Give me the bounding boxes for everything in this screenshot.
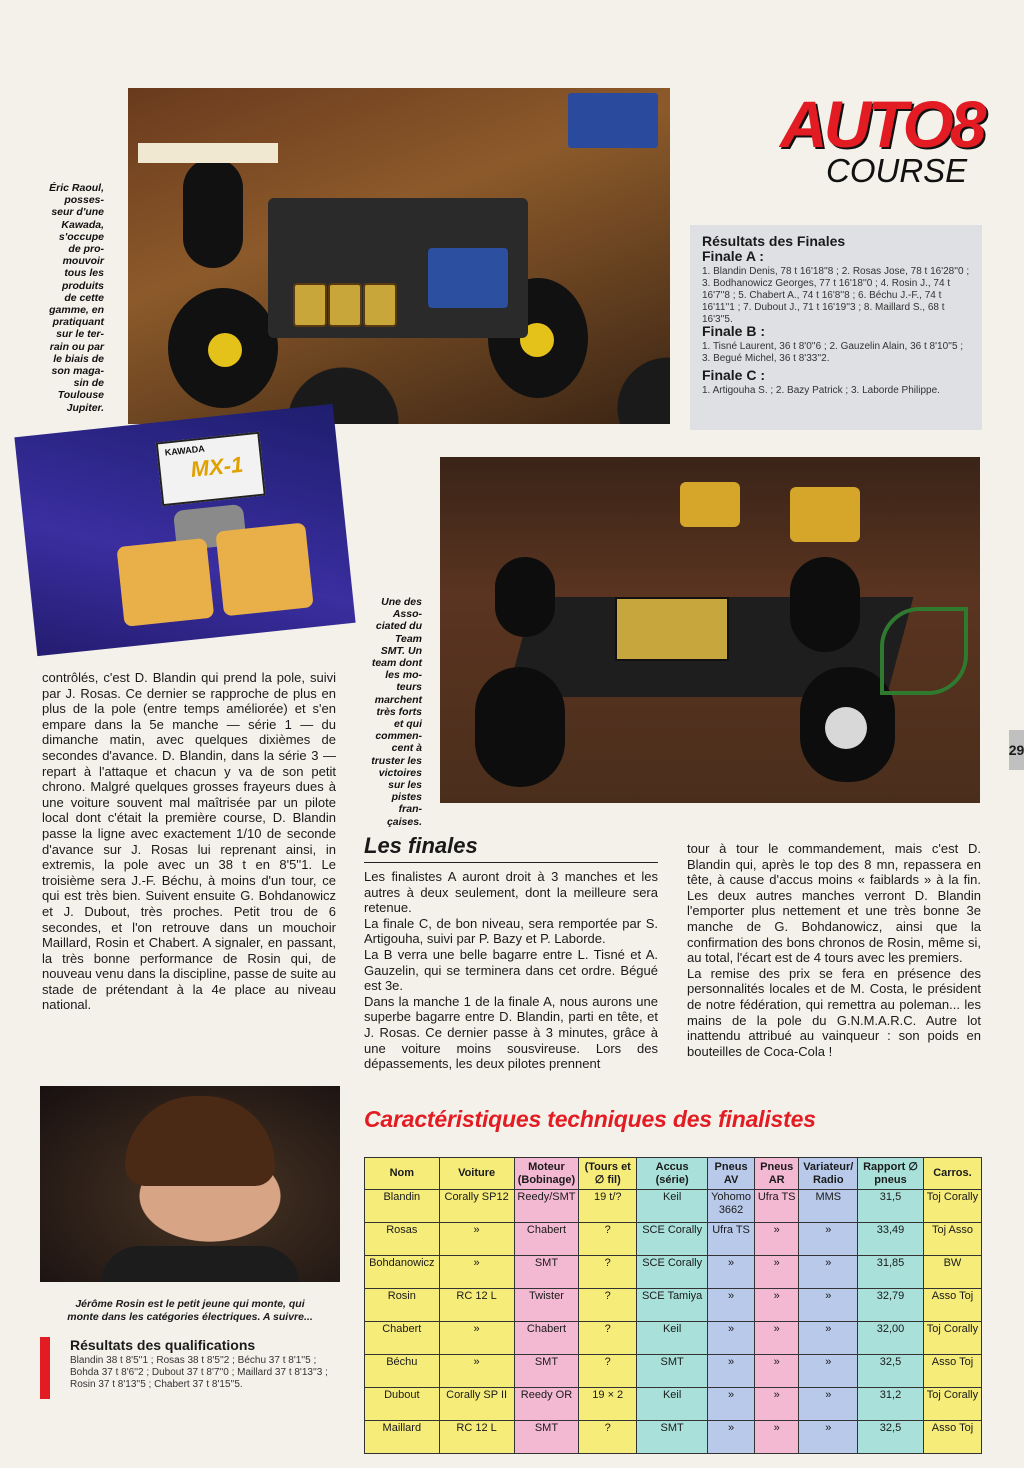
table-cell: » xyxy=(439,1223,514,1256)
table-cell: ? xyxy=(579,1256,637,1289)
battery-cell xyxy=(328,283,362,327)
table-cell: Toj Corally xyxy=(923,1388,981,1421)
article-paragraph: Dans la manche 1 de la finale A, nous aurons une superbe bagarre entre D. Blandin, parti en tête, et J. Rosas. Ce dernier passe à 3 minutes, grâce à une voiture moins sousvireuse. Lors des dépassements, les deux pilotes prennent xyxy=(364,993,658,1072)
caption-line: ciated du xyxy=(375,620,422,633)
table-cell: » xyxy=(754,1388,799,1421)
battery-cell xyxy=(293,283,327,327)
table-row xyxy=(365,1421,982,1454)
table-cell: » xyxy=(799,1289,858,1322)
finale-b-title: Finale B : xyxy=(702,323,766,339)
car-wheel xyxy=(790,557,860,652)
battery-pack xyxy=(215,522,313,616)
portrait-hair xyxy=(125,1096,275,1186)
battery-cell xyxy=(363,283,397,327)
table-row xyxy=(365,1223,982,1256)
caption-line: de cette xyxy=(64,291,104,304)
caption-line: son maga- xyxy=(51,365,104,378)
speed-controller xyxy=(428,248,508,308)
caption-associated xyxy=(340,596,422,828)
table-cell: Asso Toj xyxy=(923,1355,981,1388)
caption-line: le biais de xyxy=(53,352,104,365)
article-column-1 xyxy=(42,670,336,1013)
table-row xyxy=(365,1256,982,1289)
table-cell: 32,5 xyxy=(858,1355,924,1388)
table-cell: Chabert xyxy=(514,1223,579,1256)
caption-line: Toulouse xyxy=(57,389,104,402)
wheel-hub xyxy=(208,333,242,367)
table-cell: Asso Toj xyxy=(923,1421,981,1454)
caption-line: s'occupe xyxy=(58,230,104,243)
table-cell: » xyxy=(708,1289,755,1322)
box-brand: KAWADA xyxy=(164,443,206,458)
table-cell: RC 12 L xyxy=(439,1421,514,1454)
article-column-3 xyxy=(687,841,981,1059)
table-row xyxy=(365,1322,982,1355)
table-cell: » xyxy=(708,1355,755,1388)
table-cell: » xyxy=(799,1256,858,1289)
qualifications-text: Blandin 38 t 8'5''1 ; Rosas 38 t 8'5''2 ; Béchu 37 t 8'1''5 ; Bohda 37 t 8'6''2 ; Dubout 37 t 8'7''0 ; Maillard 37 t 8'13''3 ; Rosin 37 t 8'13''5 ; Chabert 37 t 8'15''5. xyxy=(70,1355,328,1390)
table-cell: 31,85 xyxy=(858,1256,924,1289)
table-cell: » xyxy=(799,1322,858,1355)
photo-jerome-rosin xyxy=(40,1086,340,1282)
pliers xyxy=(880,607,968,695)
table-cell: » xyxy=(708,1256,755,1289)
table-cell: » xyxy=(754,1223,799,1256)
qualifications-title: Résultats des qualifications xyxy=(70,1337,256,1353)
caption-line: commen- xyxy=(375,730,422,743)
article-paragraph: La finale C, de bon niveau, sera remportée par S. Artigouha, suivi par P. Bazy et P. Laborde. xyxy=(364,915,658,947)
table-cell: SMT xyxy=(514,1355,579,1388)
table-cell: Dubout xyxy=(365,1388,440,1421)
caption-line: tous les xyxy=(64,267,104,280)
logo-auto8: AUTO8 xyxy=(780,87,983,161)
table-cell: » xyxy=(799,1388,858,1421)
article-paragraph: La remise des prix se fera en présence des personnalités locales et de M. Costa, le président de notre fédération, qui remettra au poleman... les mains de la pole du G.N.M.A.R.C. Autre lot inattendu attribué au vainqueur : son poids en bouteilles de Coca-Cola ! xyxy=(687,965,981,1059)
table-cell: » xyxy=(708,1388,755,1421)
table-cell: Keil xyxy=(637,1388,708,1421)
table-cell: » xyxy=(799,1355,858,1388)
table-cell: Keil xyxy=(637,1190,708,1223)
table-cell: » xyxy=(708,1421,755,1454)
table-cell: » xyxy=(754,1256,799,1289)
column-header: Nom xyxy=(365,1158,440,1190)
column-header: Voiture xyxy=(439,1158,514,1190)
table-cell: Corally SP12 xyxy=(439,1190,514,1223)
photo-mx1-motor xyxy=(14,401,355,656)
caption-line: et qui xyxy=(394,718,422,731)
table-cell: Blandin xyxy=(365,1190,440,1223)
auto8-course-logo xyxy=(780,86,995,196)
car-wheel xyxy=(475,667,565,787)
table-row xyxy=(365,1289,982,1322)
car-wheel xyxy=(183,158,243,268)
column-header: Accus (série) xyxy=(637,1158,708,1190)
tech-specs-table xyxy=(364,1157,982,1454)
table-cell: » xyxy=(708,1322,755,1355)
table-row xyxy=(365,1190,982,1223)
table-cell: Rosin xyxy=(365,1289,440,1322)
column-header: (Tours et ∅ fil) xyxy=(579,1158,637,1190)
results-finals-title: Résultats des Finales xyxy=(702,233,846,249)
column-header: Variateur/ Radio xyxy=(799,1158,858,1190)
finale-a-title: Finale A : xyxy=(702,248,764,264)
table-cell: ? xyxy=(579,1421,637,1454)
table-cell: » xyxy=(754,1322,799,1355)
table-cell: 31,2 xyxy=(858,1388,924,1421)
table-cell: Toj Asso xyxy=(923,1223,981,1256)
caption-line: fran- xyxy=(398,803,422,816)
column-header: Carros. xyxy=(923,1158,981,1190)
column-header: Moteur (Bobinage) xyxy=(514,1158,579,1190)
charger-box xyxy=(568,93,658,148)
table-cell: Keil xyxy=(637,1322,708,1355)
caption-line: Kawada, xyxy=(61,218,104,231)
table-cell: Asso Toj xyxy=(923,1289,981,1322)
table-cell: Toj Corally xyxy=(923,1322,981,1355)
table-cell: » xyxy=(439,1322,514,1355)
caption-line: sur le ter- xyxy=(56,328,104,341)
table-cell: MMS xyxy=(799,1190,858,1223)
table-cell: RC 12 L xyxy=(439,1289,514,1322)
caption-line: team dont xyxy=(371,657,422,670)
table-cell: ? xyxy=(579,1355,637,1388)
caption-line: pistes xyxy=(391,791,422,804)
table-cell: 31,5 xyxy=(858,1190,924,1223)
table-cell: » xyxy=(799,1421,858,1454)
results-finals-box xyxy=(690,225,982,430)
page-number: 29 xyxy=(1009,730,1024,770)
table-cell: 32,79 xyxy=(858,1289,924,1322)
table-cell: Toj Corally xyxy=(923,1190,981,1223)
finale-b-results: 1. Tisné Laurent, 36 t 8'0''6 ; 2. Gauzelin Alain, 36 t 8'10''5 ; 3. Begué Michel, 36 t 8'33''2. xyxy=(702,341,964,364)
finale-c-title: Finale C : xyxy=(702,367,766,383)
table-cell: Corally SP II xyxy=(439,1388,514,1421)
photo-kawada-car xyxy=(128,88,670,424)
wheel-hub xyxy=(825,707,867,749)
table-cell: Bohdanowicz xyxy=(365,1256,440,1289)
table-cell: » xyxy=(754,1355,799,1388)
table-cell: Reedy/SMT xyxy=(514,1190,579,1223)
table-cell: » xyxy=(799,1223,858,1256)
caption-line: truster les xyxy=(371,754,422,767)
section-title-finales: Les finales xyxy=(364,833,658,863)
column-header: Pneus AR xyxy=(754,1158,799,1190)
caption-line: çaises. xyxy=(386,815,422,828)
caption-line: mouvoir xyxy=(62,255,104,268)
table-cell: BW xyxy=(923,1256,981,1289)
table-cell: Twister xyxy=(514,1289,579,1322)
caption-eric-raoul xyxy=(28,182,104,414)
finale-c-results: 1. Artigouha S. ; 2. Bazy Patrick ; 3. Laborde Philippe. xyxy=(702,385,940,396)
caption-line: Team xyxy=(394,632,422,645)
article-paragraph: contrôlés, c'est D. Blandin qui prend la pole, suivi par J. Rosas. Ce dernier se rapproche de plus en plus de la pole (entre temps améliorée) et s'en empare dans la 5e manche — série 1 — du dimanche matin, avec quelques dixièmes de secondes d'avance. D. Blandin, dans la série 3 — repart à l'attaque et chacun y va de son petit chrono. Malgré quelques grosses frayeurs dues à une voiture souvent mal maîtrisée par un pilote local dont c'était la première course, D. Blandin passe la ligne avec exactement 1/10 de seconde d'avance sur J. Rosas lui reprenant ainsi, in extremis, la pole avec un 38 t en 8'5''1. Le troisième sera J.-F. Béchu, à moins d'un tour, ce qui est très bien. Suivent ensuite G. Bohdanowicz et J. Dubout, très proches. Petit trou de 6 secondes, et l'on retrouve dans un mouchoir Maillard, Rosin et Chabert. A signaler, en passant, la très bonne performance de Rosin qui, de nouveau venu dans la discipline, passe de suite au stade de prétendant à la 4e place au niveau national. xyxy=(42,670,336,1013)
table-cell: » xyxy=(754,1289,799,1322)
table-row xyxy=(365,1355,982,1388)
table-cell: SCE Corally xyxy=(637,1223,708,1256)
article-paragraph: Les finalistes A auront droit à 3 manches et les autres à deux seulement, dont la meilleure sera retenue. xyxy=(364,869,658,916)
caption-line: pratiquant xyxy=(52,316,104,329)
table-cell: SMT xyxy=(637,1421,708,1454)
table-cell: Maillard xyxy=(365,1421,440,1454)
table-cell: 32,5 xyxy=(858,1421,924,1454)
car-plate xyxy=(615,597,729,661)
table-cell: » xyxy=(439,1256,514,1289)
caption-line: cent à xyxy=(391,742,422,755)
accent-bar xyxy=(40,1337,50,1399)
article-paragraph: tour à tour le commandement, mais c'est D. Blandin qui, après le top des 8 mn, repassera en tête, à cause d'accus moins « faiblards » à la fin. Les deux autres manches verront D. Blandin l'emporter plus nettement et une très bonne 3e manche de G. Bohdanowicz, ainsi que la confirmation des bons chronos de Rosin, même si, au total, l'écart est de 4 tours avec les premiers. xyxy=(687,841,981,966)
table-cell: SCE Tamiya xyxy=(637,1289,708,1322)
photo-associated-car xyxy=(440,457,980,803)
shelf-label xyxy=(138,143,278,163)
table-cell: Chabert xyxy=(514,1322,579,1355)
caption-line: marchent xyxy=(374,693,422,706)
table-cell: ? xyxy=(579,1289,637,1322)
caption-line: très forts xyxy=(376,705,422,718)
battery-cell xyxy=(790,487,860,542)
table-cell: Reedy OR xyxy=(514,1388,579,1421)
logo-course: COURSE xyxy=(826,152,968,189)
table-header-row xyxy=(365,1158,982,1190)
table-cell: SMT xyxy=(637,1355,708,1388)
caption-line: Éric Raoul, xyxy=(49,182,104,194)
table-cell: SMT xyxy=(514,1421,579,1454)
caption-line: rain ou par xyxy=(49,340,104,353)
table-cell: » xyxy=(754,1421,799,1454)
caption-line: produits xyxy=(62,279,104,292)
article-column-2 xyxy=(364,869,658,1072)
table-cell: Chabert xyxy=(365,1322,440,1355)
caption-line: teurs xyxy=(396,681,422,694)
table-cell: Rosas xyxy=(365,1223,440,1256)
caption-jerome-rosin xyxy=(40,1298,340,1323)
caption-line: SMT. Un xyxy=(380,644,422,657)
table-cell: Ufra TS xyxy=(754,1190,799,1223)
article-paragraph: La B verra une belle bagarre entre L. Tisné et A. Gauzelin, qui se terminera dans cet ordre. Bégué est 3e. xyxy=(364,946,658,994)
caption-line: Asso- xyxy=(392,608,422,621)
caption-line: posses- xyxy=(64,194,104,207)
battery-pack xyxy=(116,538,214,627)
table-cell: SCE Corally xyxy=(637,1256,708,1289)
table-cell: 33,49 xyxy=(858,1223,924,1256)
tech-specs-title: Caractéristiques techniques des finalistes xyxy=(364,1106,816,1132)
box-model: MX-1 xyxy=(189,451,245,483)
caption-line: Jupiter. xyxy=(66,401,104,414)
caption-line: sur les xyxy=(388,779,422,792)
table-row xyxy=(365,1388,982,1421)
car-wheel xyxy=(495,557,555,637)
table-cell: ? xyxy=(579,1223,637,1256)
caption-line: sin de xyxy=(73,377,104,390)
motor-box xyxy=(156,432,266,507)
caption-line: seur d'une xyxy=(51,206,104,219)
table-cell: ? xyxy=(579,1322,637,1355)
column-header: Rapport ∅ pneus xyxy=(858,1158,924,1190)
portrait-shirt xyxy=(100,1246,300,1282)
caption-line: les mo- xyxy=(385,669,422,682)
caption-line: victoires xyxy=(378,766,422,779)
caption-line: monte dans les catégories électriques. A suivre... xyxy=(67,1310,313,1323)
table-cell: 19 t/? xyxy=(579,1190,637,1223)
table-cell: » xyxy=(439,1355,514,1388)
column-header: Pneus AV xyxy=(708,1158,755,1190)
table-cell: Béchu xyxy=(365,1355,440,1388)
caption-line: gamme, en xyxy=(49,304,104,317)
table-cell: Ufra TS xyxy=(708,1223,755,1256)
table-cell: 32,00 xyxy=(858,1322,924,1355)
table-cell: 19 × 2 xyxy=(579,1388,637,1421)
table-cell: SMT xyxy=(514,1256,579,1289)
finale-a-results: 1. Blandin Denis, 78 t 16'18''8 ; 2. Rosas Jose, 78 t 16'28''0 ; 3. Bodhanowicz Georges, 77 t 16'18''0 ; 4. Rosin J., 74 t 16'7''8 ; 5. Chabert A., 74 t 16'8''8 ; 6. Béchu J.-F., 74 t 16'11''1 ; 7. Dubout J., 71 t 16'19''3 ; 8. Maillard S., 68 t 16'3''5. xyxy=(702,266,970,325)
caption-line: de pro- xyxy=(68,243,104,256)
caption-line: Jérôme Rosin est le petit jeune qui monte, qui xyxy=(75,1298,305,1310)
battery-cell xyxy=(680,482,740,527)
table-cell: Yohomo 3662 xyxy=(708,1190,755,1223)
caption-line: Une des xyxy=(381,596,422,608)
